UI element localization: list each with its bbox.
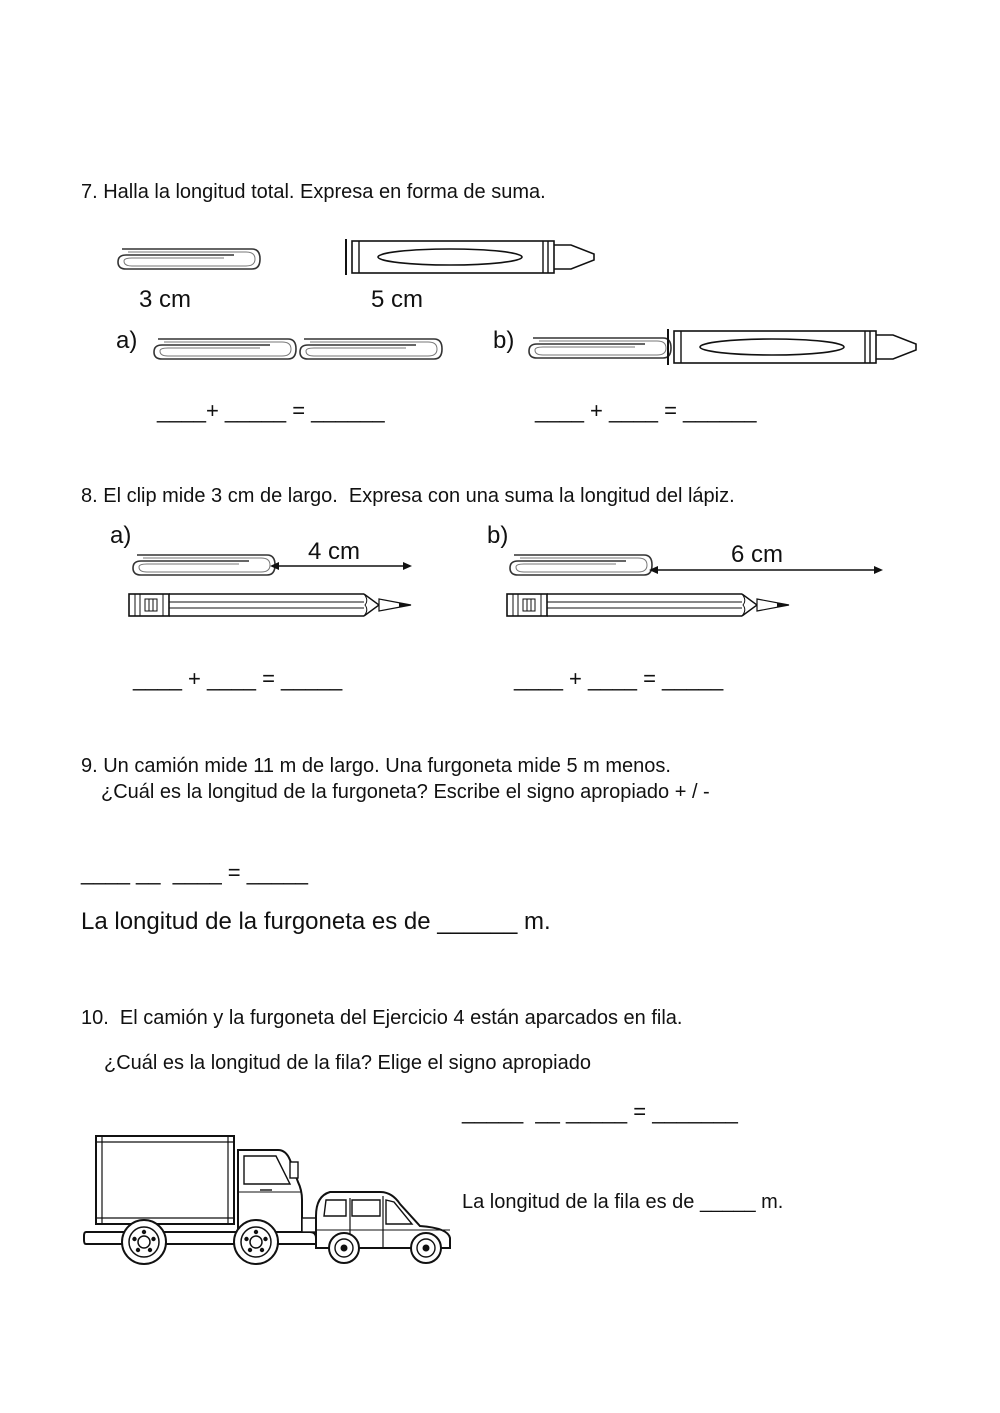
q9-line2: ¿Cuál es la longitud de la furgoneta? Escribe el signo apropiado + / - (101, 781, 710, 803)
crayon-icon (667, 329, 919, 367)
q8-part-a-label: a) (110, 522, 132, 549)
pencil-icon (507, 594, 792, 618)
crayon-length-label: 5 cm (371, 286, 424, 313)
q10-line1: 10. El camión y la furgoneta del Ejercicio 4 están aparcados en fila. (81, 1007, 683, 1029)
q9-line1: 9. Un camión mide 11 m de largo. Una furgoneta mide 5 m menos. (81, 755, 671, 777)
paperclip-icon (129, 554, 279, 578)
truck-and-van-illustration (80, 1130, 460, 1265)
q10-answer: La longitud de la fila es de _____ m. (462, 1191, 784, 1213)
q7-part-a-label: a) (116, 327, 138, 354)
q7-equation-b: ____ + ____ = ______ (535, 398, 757, 423)
clip-length-label: 3 cm (139, 286, 192, 313)
q7-equation-a: ____+ _____ = ______ (157, 398, 385, 423)
paperclip-icon (525, 337, 675, 361)
crayon-icon (345, 239, 597, 277)
q10-line2: ¿Cuál es la longitud de la fila? Elige el signo apropiado (104, 1052, 591, 1074)
q7-part-b-label: b) (493, 327, 515, 354)
q10-equation: _____ __ _____ = _______ (462, 1099, 738, 1124)
paperclip-icon (296, 338, 446, 362)
q8-part-b-label: b) (487, 522, 509, 549)
paperclip-icon (506, 554, 656, 578)
q8-equation-a: ____ + ____ = _____ (133, 666, 343, 691)
truck-icon (84, 1136, 316, 1264)
q9-equation: ____ __ ____ = _____ (81, 860, 308, 885)
q8-measure-b-label: 6 cm (731, 541, 784, 568)
pencil-icon (129, 594, 414, 618)
q8-measure-a-label: 4 cm (308, 538, 361, 565)
paperclip-icon (114, 248, 264, 272)
q8-title: 8. El clip mide 3 cm de largo. Expresa con una suma la longitud del lápiz. (81, 485, 735, 507)
q9-answer: La longitud de la furgoneta es de ______ m. (81, 908, 551, 935)
paperclip-icon (150, 338, 300, 362)
q7-title: 7. Halla la longitud total. Expresa en forma de suma. (81, 181, 546, 203)
van-icon (316, 1192, 450, 1263)
q8-equation-b: ____ + ____ = _____ (514, 666, 724, 691)
